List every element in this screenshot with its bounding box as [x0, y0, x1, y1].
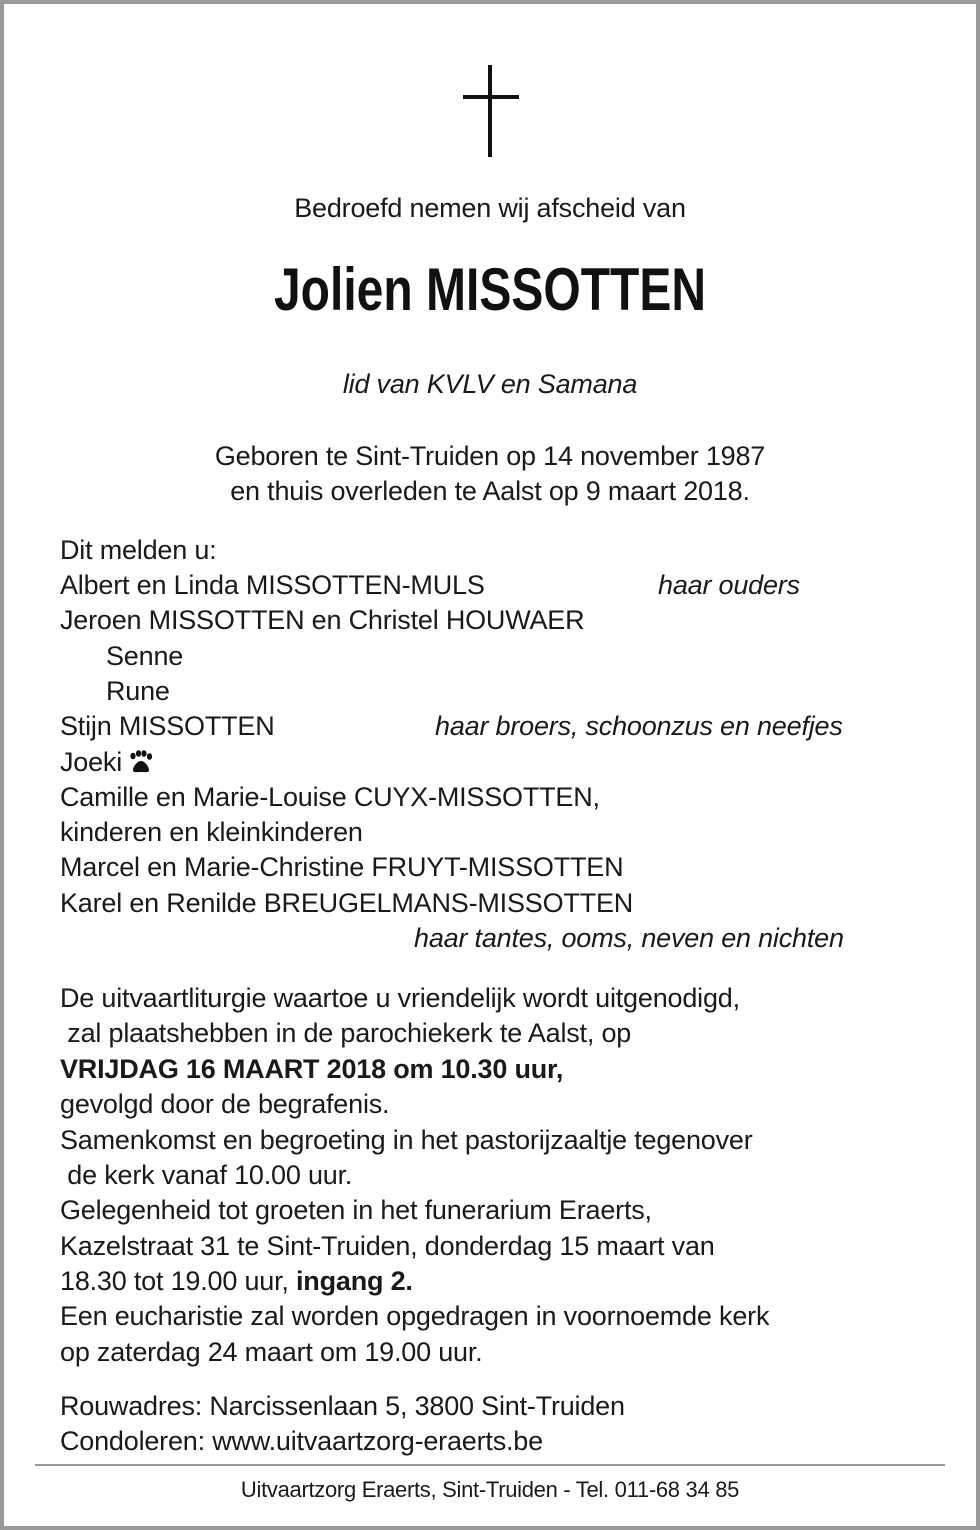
family-line: Senne: [106, 641, 184, 671]
footer-text: Uitvaartzorg Eraerts, Sint-Truiden - Tel. 011-68 34 85: [240, 1477, 740, 1502]
family-line-pet: [60, 744, 154, 780]
ceremony-line: [60, 1263, 413, 1299]
entrance-label: ingang 2.: [296, 1266, 413, 1296]
family-line: Camille en Marie-Louise CUYX-MISSOTTEN,: [60, 782, 600, 812]
ceremony-line: de kerk vanaf 10.00 uur.: [60, 1160, 353, 1190]
family-line: Karel en Renilde BREUGELMANS-MISSOTTEN: [60, 888, 634, 918]
ceremony-date: VRIJDAG 16 MAART 2018 om 10.30 uur,: [60, 1054, 564, 1084]
family-line: Jeroen MISSOTTEN en Christel HOUWAER: [60, 605, 585, 635]
ceremony-line: op zaterdag 24 maart om 19.00 uur.: [60, 1337, 483, 1367]
family-line: Albert en Linda MISSOTTEN-MULS: [60, 570, 485, 600]
birth-line: Geboren te Sint-Truiden op 14 november 1987: [214, 441, 766, 471]
ceremony-line: Gelegenheid tot groeten in het funerarium Eraerts,: [60, 1195, 652, 1225]
ceremony-line: Kazelstraat 31 te Sint-Truiden, donderdag 15 maart van: [60, 1231, 715, 1261]
ceremony-line: De uitvaartliturgie waartoe u vriendelijk wordt uitgenodigd,: [60, 983, 740, 1013]
ceremony-line: Samenkomst en begroeting in het pastorijzaaltje tegenover: [60, 1125, 753, 1155]
condolence-link[interactable]: Condoleren: www.uitvaartzorg-eraerts.be: [60, 1426, 543, 1456]
relation-label: haar tantes, ooms, neven en nichten: [414, 923, 844, 953]
deceased-name: Jolien MISSOTTEN: [273, 256, 707, 323]
family-heading: Dit melden u:: [60, 535, 217, 565]
pet-name: Joeki: [60, 747, 123, 777]
relation-label: haar broers, schoonzus en neefjes: [435, 711, 843, 741]
relation-label: haar ouders: [658, 570, 800, 600]
visit-hours: 18.30 tot 19.00 uur,: [60, 1266, 296, 1296]
divider: [35, 1464, 945, 1466]
ceremony-line: gevolgd door de begrafenis.: [60, 1089, 390, 1119]
family-line: Stijn MISSOTTEN: [60, 711, 275, 741]
ceremony-line: zal plaatshebben in de parochiekerk te Aalst, op: [60, 1018, 632, 1048]
death-line: en thuis overleden te Aalst op 9 maart 2018.: [230, 476, 750, 506]
family-line: Rune: [106, 676, 170, 706]
membership: lid van KVLV en Samana: [342, 369, 638, 399]
family-line: Marcel en Marie-Christine FRUYT-MISSOTTEN: [60, 852, 624, 882]
family-line: kinderen en kleinkinderen: [60, 817, 363, 847]
paw-icon: [128, 750, 154, 774]
mourning-address: Rouwadres: Narcissenlaan 5, 3800 Sint-Truiden: [60, 1391, 625, 1421]
intro-text: Bedroefd nemen wij afscheid van: [294, 193, 686, 223]
ceremony-line: Een eucharistie zal worden opgedragen in voornoemde kerk: [60, 1301, 770, 1331]
